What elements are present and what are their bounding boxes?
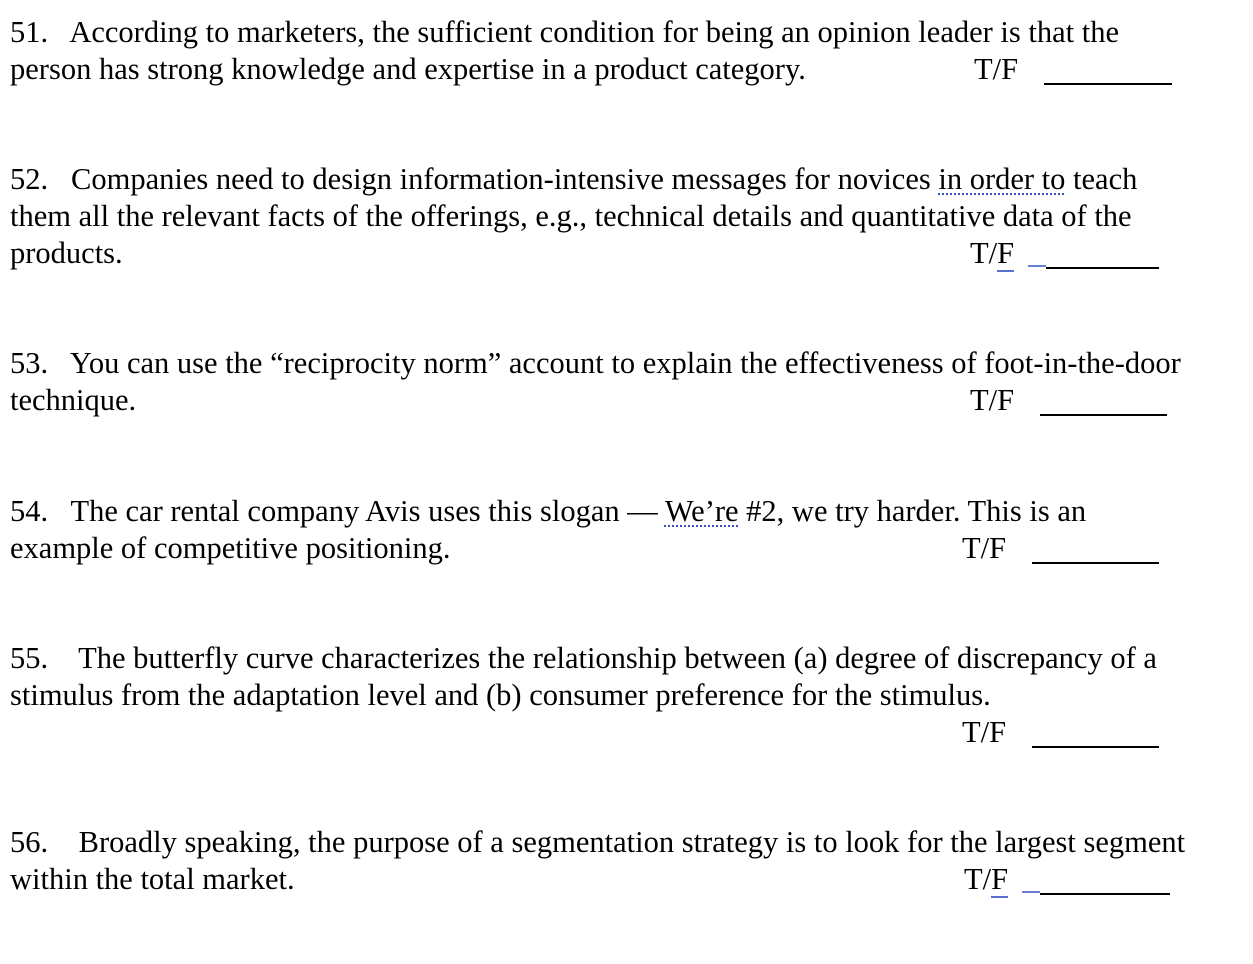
- question-text: technique.: [10, 383, 137, 417]
- tracked-change-marker: [1028, 265, 1046, 267]
- true-false-label: T/F: [962, 715, 1007, 749]
- question-number: 51.: [10, 15, 49, 49]
- question-text-line-2: [10, 382, 136, 419]
- question-number: 52.: [10, 162, 49, 196]
- tracked-change-marker: [1022, 891, 1040, 893]
- question-number: 56.: [10, 825, 49, 859]
- true-false-label: T/F: [970, 383, 1015, 417]
- question-text: The butterfly curve characterizes the relationship between (a) degree of discrepancy of a: [78, 641, 1157, 675]
- answer-blank[interactable]: [1040, 414, 1167, 416]
- question-text-line-1: [10, 14, 1119, 51]
- answer-blank[interactable]: [1046, 267, 1159, 269]
- true-false-label: T/F: [970, 236, 1015, 270]
- question-text: within the total market.: [10, 862, 295, 896]
- question-number: 54.: [10, 494, 49, 528]
- question-text: products.: [10, 236, 123, 270]
- tracked-change-f: F: [991, 862, 1009, 896]
- question-text-line-2: [10, 198, 1132, 235]
- answer-blank[interactable]: [1044, 83, 1172, 85]
- true-false-label: T/F: [962, 531, 1007, 565]
- question-text: #2, we try harder. This is an: [738, 494, 1087, 528]
- question-text-line-2: [10, 677, 991, 714]
- grammar-flagged-text: We’re: [664, 494, 739, 528]
- question-text-line-2: [10, 861, 295, 898]
- question-text-line-1: [10, 345, 1181, 382]
- answer-blank[interactable]: [1040, 893, 1170, 895]
- question-text: Broadly speaking, the purpose of a segmentation strategy is to look for the largest segment: [78, 825, 1186, 859]
- question-text-line-2: [10, 530, 450, 567]
- question-number: 53.: [10, 346, 49, 380]
- question-text: The car rental company Avis uses this slogan —: [70, 494, 665, 528]
- question-text-line-1: [10, 161, 1137, 198]
- question-text-line-1: [10, 640, 1157, 677]
- question-text-line-1: [10, 824, 1185, 861]
- true-false-label: T/F: [974, 52, 1019, 86]
- tracked-change-f: F: [997, 236, 1015, 270]
- question-text: them all the relevant facts of the offerings, e.g., technical details and quantitative data of the: [10, 199, 1132, 233]
- grammar-flagged-text: in order to: [938, 162, 1066, 196]
- question-text-line-3: [10, 235, 123, 272]
- answer-blank[interactable]: [1032, 746, 1159, 748]
- question-text: teach: [1065, 162, 1138, 196]
- question-text-line-1: [10, 493, 1086, 530]
- question-text: You can use the “reciprocity norm” account to explain the effectiveness of foot-in-the-door: [69, 346, 1181, 380]
- question-text: person has strong knowledge and expertise in a product category.: [10, 52, 806, 86]
- question-text: According to marketers, the sufficient condition for being an opinion leader is that the: [69, 15, 1120, 49]
- answer-blank[interactable]: [1032, 562, 1159, 564]
- question-text-line-2: [10, 51, 806, 88]
- true-false-label: T/F: [964, 862, 1009, 896]
- question-text: Companies need to design information-intensive messages for novices: [71, 162, 939, 196]
- question-number: 55.: [10, 641, 49, 675]
- question-text: stimulus from the adaptation level and (b) consumer preference for the stimulus.: [10, 678, 991, 712]
- question-text: example of competitive positioning.: [10, 531, 451, 565]
